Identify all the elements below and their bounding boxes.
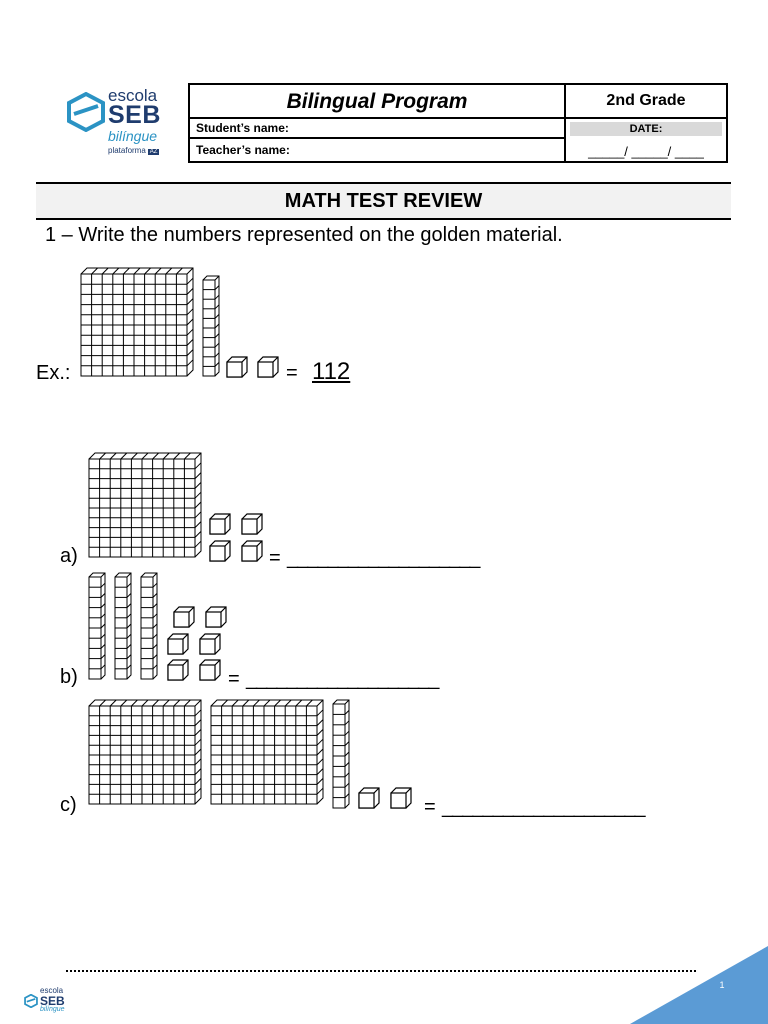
logo-bilingue-text: bilíngue [108, 128, 158, 144]
seb-hexagon-icon [24, 994, 38, 1008]
unit-cube-block [200, 634, 222, 656]
logo-plataforma-text: plataforma AZ [108, 146, 158, 155]
example-equals: = [286, 362, 298, 384]
logo-escola-text: escola [108, 86, 158, 105]
item-b-answer-blank[interactable]: ___________________ [246, 668, 439, 690]
unit-cube-block [242, 514, 264, 536]
hundred-flat-block [211, 700, 323, 804]
example-answer: 112 [312, 358, 351, 385]
seb-hexagon-icon [66, 92, 106, 132]
ten-rod-block [89, 573, 105, 679]
unit-cube-block [168, 634, 190, 656]
ten-rod-block [333, 700, 349, 808]
hundred-flat-block [81, 268, 193, 376]
unit-cube-block [258, 357, 280, 379]
item-c-label: c) [60, 794, 77, 816]
student-name-field[interactable]: Student’s name: [190, 119, 566, 139]
unit-cube-block [200, 660, 222, 682]
date-label: DATE: [570, 122, 722, 136]
unit-cube-block [227, 357, 249, 379]
program-title: Bilingual Program [190, 85, 566, 119]
ten-rod-block [203, 276, 219, 376]
ten-rod-block [141, 573, 157, 679]
unit-cube-block [391, 788, 413, 810]
unit-cube-block [242, 541, 264, 563]
item-a-answer-blank[interactable]: ___________________ [287, 547, 480, 569]
item-c-answer-blank[interactable]: ____________________ [442, 796, 645, 818]
unit-cube-block [206, 607, 228, 629]
item-b-equals: = [228, 668, 240, 690]
unit-cube-block [210, 514, 232, 536]
table-divider [726, 85, 728, 161]
header-table [188, 83, 728, 163]
test-title: MATH TEST REVIEW [36, 182, 731, 220]
hundred-flat-block [89, 453, 201, 557]
hundred-flat-block [89, 700, 201, 804]
school-logo [66, 86, 166, 162]
item-a-equals: = [269, 547, 281, 569]
example-label: Ex.: [36, 362, 71, 384]
unit-cube-block [168, 660, 190, 682]
item-c-equals: = [424, 796, 436, 818]
grade-label: 2nd Grade [566, 85, 726, 119]
item-a-label: a) [60, 545, 78, 567]
footer-logo-seb: SEB [40, 994, 65, 1008]
ten-rod-block [115, 573, 131, 679]
footer-divider [66, 970, 696, 972]
page-corner-triangle [630, 946, 768, 1024]
logo-seb-text: SEB [108, 101, 161, 129]
teacher-name-field[interactable]: Teacher’s name: [190, 139, 566, 161]
page-number: 1 [719, 980, 725, 990]
footer-logo-bilingue: bilíngue [40, 1006, 65, 1013]
footer-logo [24, 986, 74, 1020]
unit-cube-block [174, 607, 196, 629]
unit-cube-block [359, 788, 381, 810]
footer-logo-escola: escola [40, 986, 64, 995]
date-field[interactable]: _____/ _____/ ____ [588, 144, 704, 159]
question-1-text: 1 – Write the numbers represented on the golden material. [45, 224, 563, 246]
item-b-label: b) [60, 666, 78, 688]
unit-cube-block [210, 541, 232, 563]
